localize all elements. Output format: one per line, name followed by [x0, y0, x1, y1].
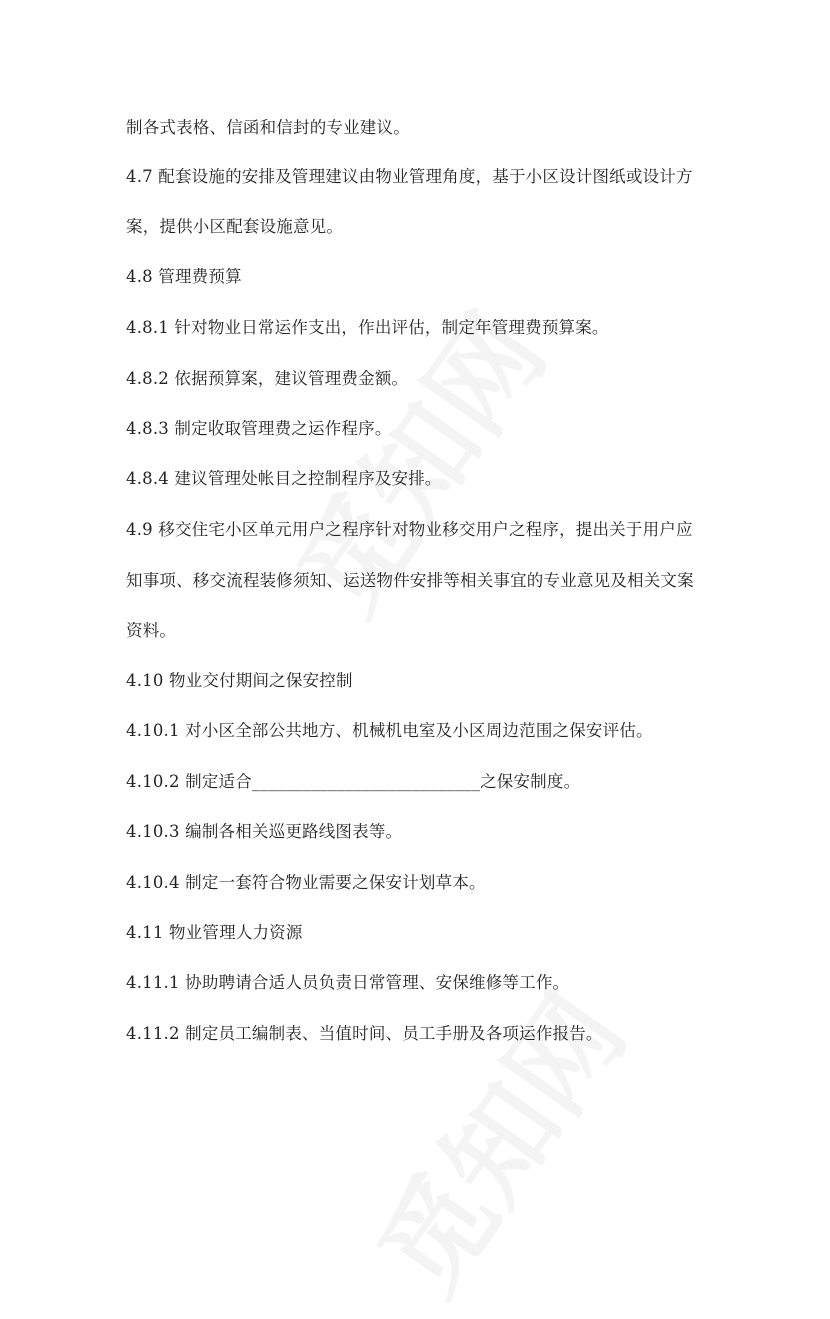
watermark	[336, 959, 655, 1319]
heading-4-8: 4.8 管理费预算	[126, 267, 242, 286]
item-4-10-4: 4.10.4 制定一套符合物业需要之保安计划草本。	[126, 873, 486, 892]
item-4-10-1: 4.10.1 对小区全部公共地方、机械机电室及小区周边范围之保安评估。	[126, 721, 653, 740]
item-4-8-2: 4.8.2 依据预算案，建议管理费金额。	[126, 369, 409, 388]
item-4-11-1: 4.11.1 协助聘请合适人员负责日常管理、安保维修等工作。	[126, 973, 570, 992]
heading-4-10: 4.10 物业交付期间之保安控制	[126, 671, 353, 690]
item-4-10-3: 4.10.3 编制各相关巡更路线图表等。	[126, 822, 403, 841]
paragraph-line: 资料。	[126, 621, 177, 640]
paragraph-line: 知事项、移交流程装修须知、运送物件安排等相关事宜的专业意见及相关文案	[126, 571, 694, 590]
item-4-8-1: 4.8.1 针对物业日常运作支出，作出评估，制定年管理费预算案。	[126, 318, 609, 337]
paragraph-line: 制各式表格、信函和信封的专业建议。	[126, 118, 410, 137]
item-4-8-3: 4.8.3 制定收取管理费之运作程序。	[126, 419, 392, 438]
item-4-8-4: 4.8.4 建议管理处帐目之控制程序及安排。	[126, 469, 442, 488]
item-4-10-2: 4.10.2 制定适合___________________________之保安制度。	[126, 772, 581, 791]
paragraph-line: 案，提供小区配套设施意见。	[126, 217, 344, 236]
section-4-9: 4.9 移交住宅小区单元用户之程序针对物业移交用户之程序，提出关于用户应	[126, 520, 693, 539]
item-4-11-2: 4.11.2 制定员工编制表、当值时间、员工手册及各项运作报告。	[126, 1024, 603, 1043]
section-4-7: 4.7 配套设施的安排及管理建议由物业管理角度，基于小区设计图纸或设计方	[126, 167, 693, 186]
heading-4-11: 4.11 物业管理人力资源	[126, 923, 303, 942]
